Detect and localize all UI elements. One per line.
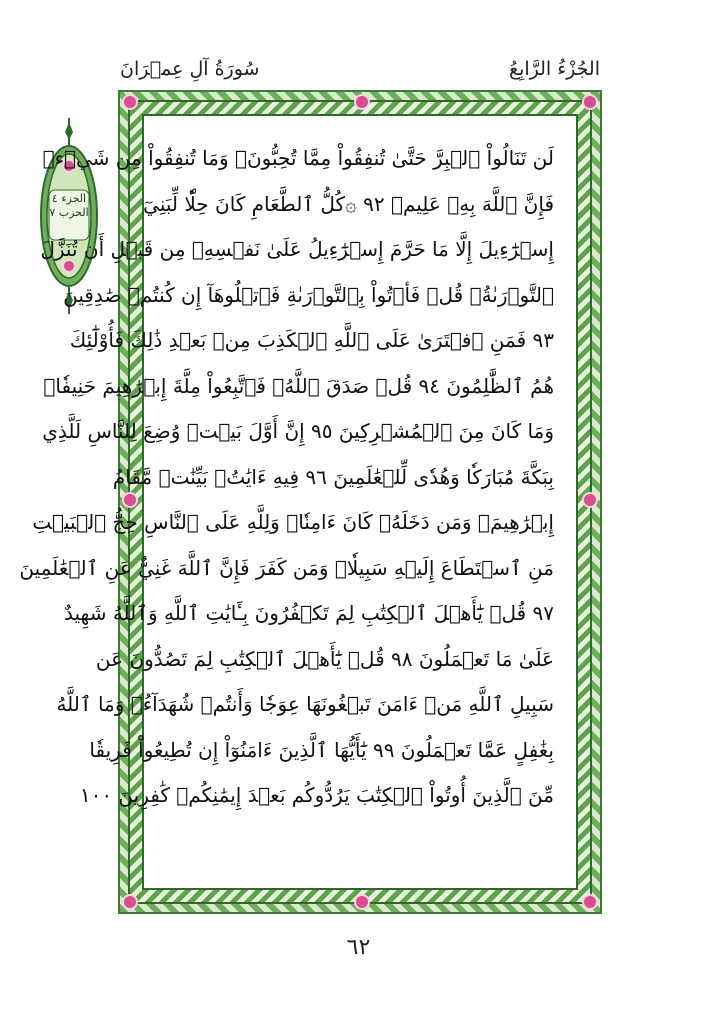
side-rosette-icon: [582, 492, 598, 508]
surah-title: سُورَةُ آلِ عِمۡرَانَ: [120, 58, 260, 80]
juz-hizb-labels: [46, 192, 92, 220]
corner-rosette-icon: [582, 94, 598, 110]
page-header: [120, 54, 600, 88]
text-line: ٩٧ قُلۡ يَٰٓأَهۡلَ ٱلۡكِتَٰبِ لِمَ تَكۡفُرُونَ بِـَٔايَٰتِ ٱللَّهِ وَٱللَّهُ شَهِيدٌ: [63, 601, 554, 625]
text-line: سَبِيلِ ٱللَّهِ مَنۡ ءَامَنَ تَبۡغُونَهَا عِوَجٗا وَأَنتُمۡ شُهَدَآءُۗ وَمَا ٱللَّهُ: [56, 692, 554, 716]
top-rosette-icon: [354, 94, 370, 110]
hizb-label: الحزب ٧: [49, 206, 89, 219]
text-line: مَنِ ٱسۡتَطَاعَ إِلَيۡهِ سَبِيلٗاۚ وَمَن كَفَرَ فَإِنَّ ٱللَّهَ غَنِيٌّ عَنِ ٱلۡعَٰلَمِينَ: [19, 555, 554, 580]
juz-title: الجُزْءُ الرَّابِعُ: [508, 58, 600, 80]
text-line: عَلَىٰ مَا تَعۡمَلُونَ ٩٨ قُلۡ يَٰٓأَهۡلَ ٱلۡكِتَٰبِ لِمَ تَصُدُّونَ عَن: [95, 646, 554, 671]
text-line: إِبۡرَٰهِيمَۖ وَمَن دَخَلَهُۥ كَانَ ءَامِنٗاۗ وَلِلَّهِ عَلَى ٱلنَّاسِ حِجُّ ٱلۡبَيۡتِ: [32, 510, 554, 534]
juz-label: الجزء ٤: [51, 192, 87, 205]
text-line: هُمُ ٱلظَّٰلِمُونَ ٩٤ قُلۡ صَدَقَ ٱللَّهُۗ فَٱتَّبِعُواْ مِلَّةَ إِبۡرَٰهِيمَ حَنِيفٗاۖ: [43, 373, 554, 398]
corner-rosette-icon: [582, 894, 598, 910]
text-line: ٱلتَّوۡرَىٰةُۚ قُلۡ فَأۡتُواْ بِٱلتَّوۡرَىٰةِ فَٱتۡلُوهَآ إِن كُنتُمۡ صَٰدِقِينَ: [63, 282, 554, 307]
text-line: ٩٣ فَمَنِ ٱفۡتَرَىٰ عَلَى ٱللَّهِ ٱلۡكَذِبَ مِنۢ بَعۡدِ ذَٰلِكَ فَأُوْلَٰٓئِكَ: [69, 328, 554, 352]
corner-rosette-icon: [122, 894, 138, 910]
corner-rosette-icon: [122, 94, 138, 110]
text-line: وَمَا كَانَ مِنَ ٱلۡمُشۡرِكِينَ ٩٥ إِنَّ أَوَّلَ بَيۡتٖ وُضِعَ لِلنَّاسِ لَلَّذِي: [42, 419, 554, 443]
text-line: إِسۡرَٰٓءِيلَ إِلَّا مَا حَرَّمَ إِسۡرَٰٓءِيلُ عَلَىٰ نَفۡسِهِۦ مِن قَبۡلِ أَن تُنَزَّلَ: [40, 237, 554, 261]
text-line: بِبَكَّةَ مُبَارَكٗا وَهُدٗى لِّلۡعَٰلَمِينَ ٩٦ فِيهِ ءَايَٰتُۢ بَيِّنَٰتٞ مَّقَامُ: [112, 464, 554, 489]
text-line: فَإِنَّ ٱللَّهَ بِهِۦ عَلِيمٞ ٩٢ ۞كُلُّ ٱلطَّعَامِ كَانَ حِلّٗا لِّبَنِيٓ: [143, 191, 554, 216]
text-line: مِّنَ ٱلَّذِينَ أُوتُواْ ٱلۡكِتَٰبَ يَرُدُّوكُم بَعۡدَ إِيمَٰنِكُمۡ كَٰفِرِينَ ١٠٠: [79, 783, 554, 807]
bottom-rosette-icon: [354, 894, 370, 910]
page-number: ٦٢: [346, 935, 371, 960]
text-line: لَن تَنَالُواْ ٱلۡبِرَّ حَتَّىٰ تُنفِقُواْ مِمَّا تُحِبُّونَۚ وَمَا تُنفِقُواْ مِن شَيۡءٖ: [42, 146, 554, 170]
text-line: بِغَٰفِلٍ عَمَّا تَعۡمَلُونَ ٩٩ يَٰٓأَيُّهَا ٱلَّذِينَ ءَامَنُوٓاْ إِن تُطِيعُواْ فَرِيقٗا: [89, 737, 554, 762]
